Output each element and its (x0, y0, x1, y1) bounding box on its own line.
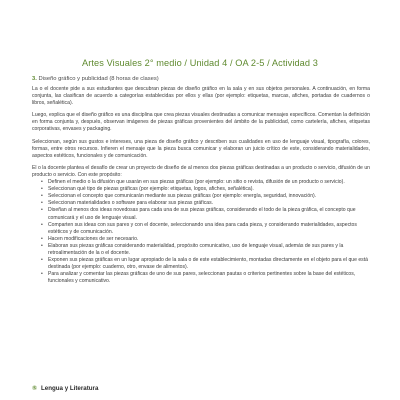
bullet-icon: • (41, 207, 43, 214)
page-title: Artes Visuales 2° medio / Unidad 4 / OA 2-5 / Actividad 3 (82, 58, 318, 68)
list-item: • Hacen modificaciones de ser necesario. (41, 235, 139, 242)
page-footer (32, 385, 98, 392)
list-item: • Elaboran sus piezas gráficas considerando materialidad, propósito comunicativo, uso de lenguaje visual, además de sus pares y la retroalimentación de la o el docente. (41, 242, 344, 256)
page-number-logo: ⑤ (32, 385, 38, 392)
section-heading (32, 76, 370, 82)
paragraph: La o el docente pide a sus estudiantes que descubran piezas de diseño gráfico en la sala y en sus objetos personales. A continuación, en forma conjunta, las clasifican de acuerdo a categorías establecidas por ellos y ellas (por ejemplo: etiquetas, marcas, afiches, portadas de cuadernos o libros, señalética). (32, 86, 370, 107)
instruction-list (32, 179, 370, 285)
list-item: • Para analizar y comentar las piezas gráficas de uno de sus pares, seleccionan pautas o criterios pertinentes sobre la base del estéticos, funcionales y comunicativo. (41, 271, 356, 285)
footer-subject: Lengua y Literatura (40, 385, 99, 392)
list-item: • Exponen sus piezas gráficas en un lugar apropiado de la sala o de este establecimiento, montadas directamente en el objeto para el que está destinada (por ejemplo: cuaderno, otro, envase de alimentos). (41, 257, 368, 271)
bullet-icon: • (41, 186, 43, 193)
paragraph: El o la docente plantea el desafío de crear un proyecto de diseño de al menos dos piezas gráficas destinadas a un producto o servicio, difusión de un producto o servicio. Con este propósito: (32, 164, 370, 178)
bullet-icon: • (41, 235, 43, 242)
list-item: • Seleccionan el concepto que comunicarán mediante sus piezas gráficas (por ejemplo: energía, seguridad, innovación). (41, 193, 317, 200)
bullet-icon: • (41, 271, 43, 278)
list-item: • Diseñan al menos dos ideas novedosas para cada una de sus piezas gráficas, considerando el todo de la pieza gráfica, el concepto que comunicará y el uso de lenguaje visual. (41, 207, 356, 221)
page-content (32, 76, 370, 285)
section-number: 3. (32, 76, 37, 82)
bullet-icon: • (41, 242, 43, 249)
paragraph: Seleccionan, según sus gustos e intereses, una pieza de diseño gráfico y describen sus cualidades en uso de lenguaje visual, tipografía, colores, formas, entre otros recursos. Infieren el mensaje que la pieza busca comunicar y elaboran un juicio crítico de este, considerando materialidades, aspectos estéticos, funcionales y de comunicación. (32, 138, 370, 159)
list-item: • Definen el medio o la difusión que usarán en sus piezas gráficas (por ejemplo: un sitio o revista, difusión de un producto o servicio). (41, 179, 345, 186)
list-item: • Comparten sus ideas con sus pares y con el docente, seleccionando una idea para cada pieza, y considerando materialidades, aspectos estéticos y de comunicación. (41, 221, 357, 235)
bullet-icon: • (41, 221, 43, 228)
bullet-icon: • (41, 257, 43, 264)
section-title: Diseño gráfico y publicidad (8 horas de clases) (38, 76, 159, 82)
bullet-icon: • (41, 193, 43, 200)
bullet-icon: • (41, 179, 43, 186)
list-item: • Seleccionan materialidades o software para elaborar sus piezas gráficas. (41, 200, 214, 207)
paragraph: Luego, explica que el diseño gráfico es una disciplina que crea piezas visuales destinadas a comunicar mensajes específicos. Comentan la definición en forma conjunta y, después, observan imágenes de piezas gráficas provenientes del ámbito de la publicidad, como cartelería, afiches, etiquetas corporativas, envases y packaging. (32, 112, 370, 133)
bullet-icon: • (41, 200, 43, 207)
list-item: • Seleccionan qué tipo de piezas gráficas (por ejemplo: etiquetas, logos, afiches, señalética). (41, 186, 254, 193)
